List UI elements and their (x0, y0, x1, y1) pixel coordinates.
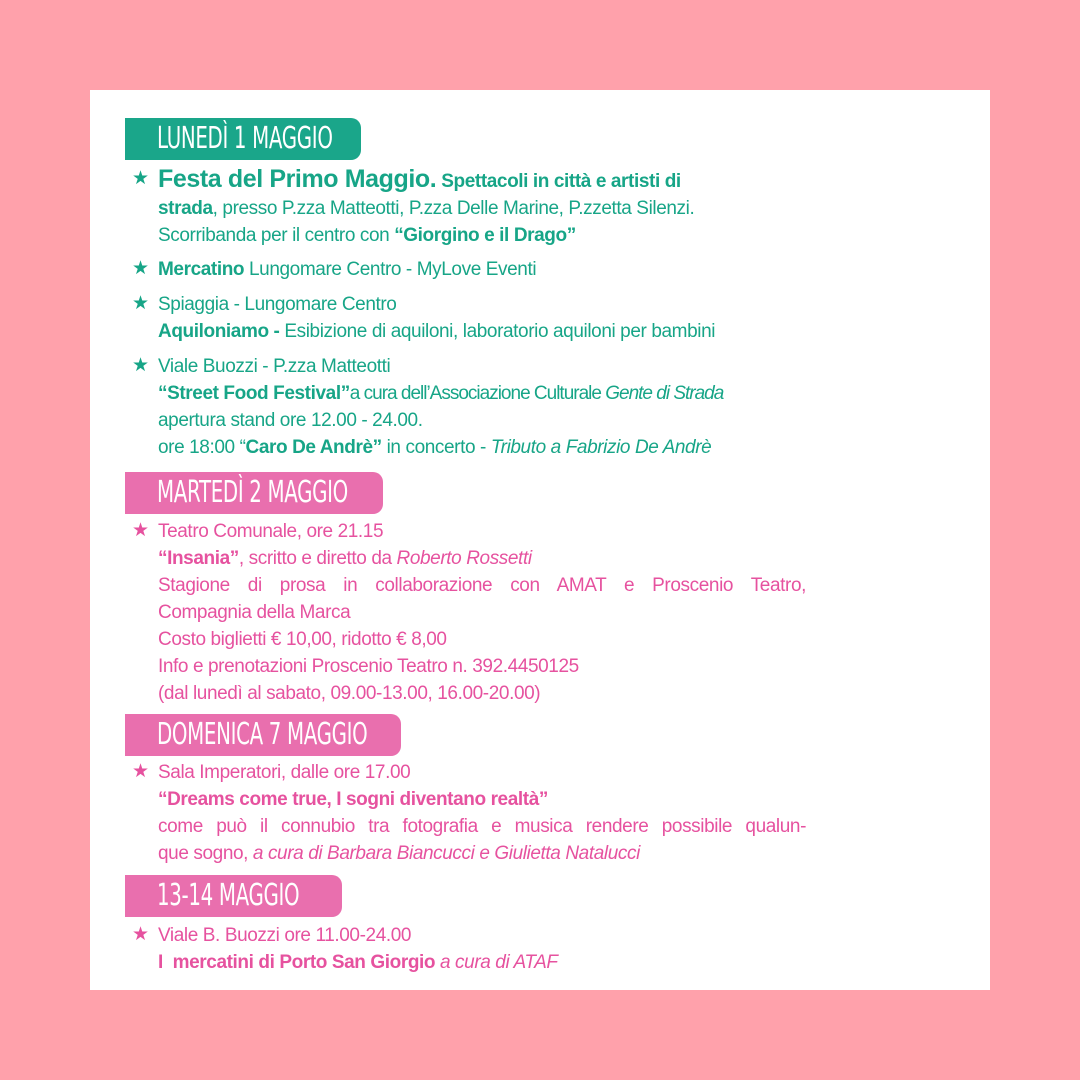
star-icon: ★ (132, 258, 150, 279)
event-line (158, 195, 872, 222)
event-festa-primo-maggio (132, 166, 872, 249)
italic-text: a cura di ATAF (435, 952, 558, 973)
event-line (158, 434, 872, 461)
event-street-food (132, 353, 872, 461)
text: , scritto e diretto da (238, 548, 397, 569)
text: que sogno, (158, 843, 253, 864)
text: Esibizione di aquiloni, laboratorio aquiloni per bambini (279, 321, 716, 342)
bold-text: “Giorgino e il Drago” (394, 225, 576, 246)
event-line: “Dreams come true, I sogni diventano realtà” (158, 789, 548, 810)
event-line: Teatro Comunale, ore 21.15 (158, 521, 384, 542)
event-line: Viale Buozzi - P.zza Matteotti (158, 356, 391, 377)
event-line: Spiaggia - Lungomare Centro (158, 294, 397, 315)
star-icon: ★ (132, 761, 150, 782)
event-line (158, 545, 872, 572)
text: in concerto - (381, 437, 491, 458)
bold-text: strada (158, 198, 213, 219)
event-line (158, 380, 872, 407)
event-aquiloniamo (132, 291, 872, 345)
event-line: Stagione di prosa in collaborazione con AMAT e Proscenio Teatro, (158, 575, 806, 596)
event-line: (dal lunedì al sabato, 09.00-13.00, 16.00-20.00) (158, 683, 541, 704)
italic-text: Roberto Rossetti (396, 548, 532, 569)
event-line (158, 840, 872, 867)
text: ore 18:00 “ (158, 437, 246, 458)
event-mercatino (132, 256, 872, 283)
section-header-1-maggio: LUNEDÌ 1 MAGGIO (125, 118, 361, 160)
italic-text: Gente di Strada (605, 383, 724, 404)
event-insania (132, 518, 872, 707)
italic-text: a cura di Barbara Biancucci e Giulietta Natalucci (252, 843, 640, 864)
event-line (158, 318, 872, 345)
program-card (90, 90, 990, 990)
star-icon: ★ (132, 520, 150, 541)
text: a cura dell’Associazione Culturale (349, 383, 606, 404)
star-icon: ★ (132, 355, 150, 376)
event-line: Compagnia della Marca (158, 602, 351, 623)
event-line: Viale B. Buozzi ore 11.00-24.00 (158, 925, 412, 946)
text: Lungomare Centro - MyLove Eventi (244, 259, 537, 280)
event-title-line (158, 166, 872, 195)
section-header-13-14-maggio: 13-14 MAGGIO (125, 875, 342, 917)
bold-text: “Street Food Festival” (158, 383, 350, 404)
event-title: Festa del Primo Maggio. (158, 165, 437, 193)
event-line: Costo biglietti € 10,00, ridotto € 8,00 (158, 629, 447, 650)
event-dreams-come-true (132, 759, 872, 867)
event-line (158, 222, 872, 249)
event-line: apertura stand ore 12.00 - 24.00. (158, 410, 423, 431)
event-line: Info e prenotazioni Proscenio Teatro n. 392.4450125 (158, 656, 579, 677)
star-icon: ★ (132, 168, 150, 189)
event-mercatini-psg (132, 922, 872, 976)
event-line (158, 949, 872, 976)
section-header-7-maggio: DOMENICA 7 MAGGIO (125, 714, 401, 756)
event-line: Sala Imperatori, dalle ore 17.00 (158, 762, 411, 783)
bold-text: Aquiloniamo - (158, 321, 280, 342)
bold-text: I mercatini di Porto San Giorgio (158, 952, 436, 973)
bold-text: Caro De Andrè” (245, 437, 382, 458)
text: , presso P.zza Matteotti, P.zza Delle Marine, P.zzetta Silenzi. (212, 198, 695, 219)
text: Scorribanda per il centro con (158, 225, 395, 246)
event-line (158, 256, 872, 283)
bold-text: “Insania” (158, 548, 239, 569)
star-icon: ★ (132, 924, 150, 945)
italic-text: Tributo a Fabrizio De Andrè (490, 437, 712, 458)
event-subtitle: Spettacoli in città e artisti di (441, 171, 681, 192)
bold-text: Mercatino (158, 259, 245, 280)
event-line: come può il connubio tra fotografia e musica rendere possibile qualun- (158, 816, 806, 837)
star-icon: ★ (132, 293, 150, 314)
section-header-2-maggio: MARTEDÌ 2 MAGGIO (125, 472, 383, 514)
